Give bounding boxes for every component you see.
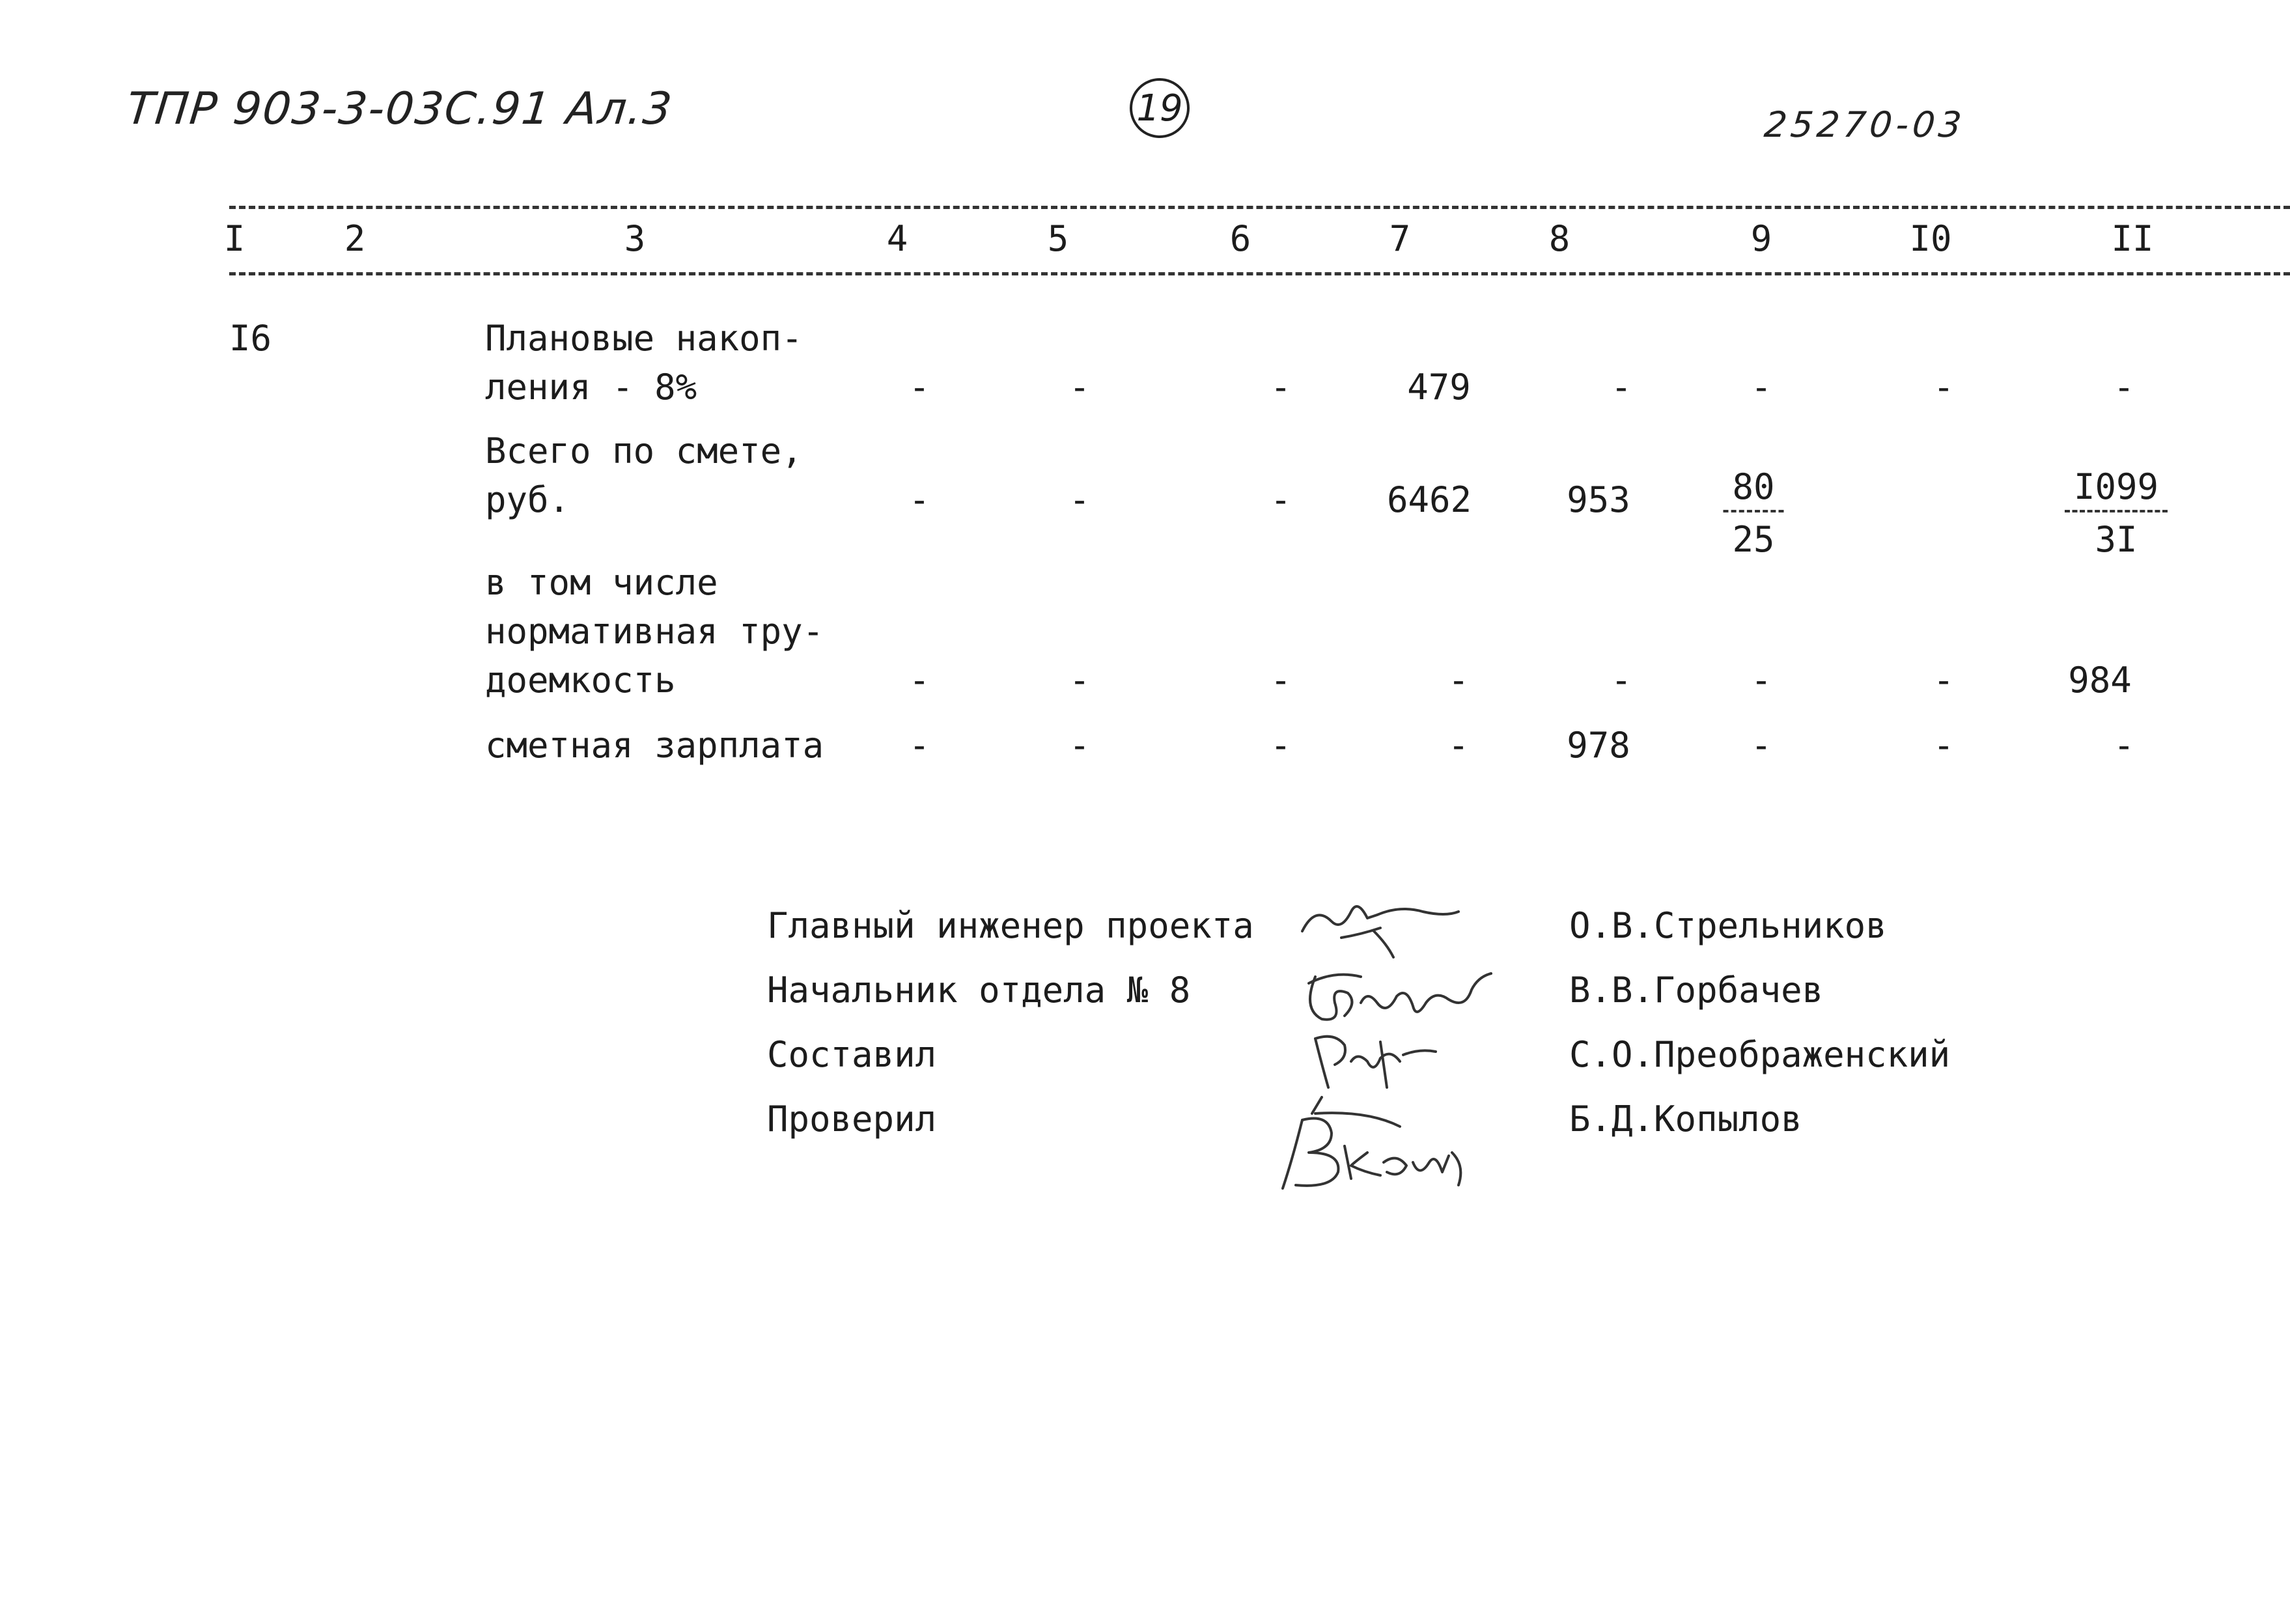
row-label-line: Всего по смете, [485, 430, 803, 471]
table-cell: - [1610, 367, 1632, 408]
row-number: I6 [229, 318, 272, 359]
table-cell: - [1750, 725, 1772, 766]
fraction-numerator: I099 [2065, 466, 2168, 512]
table-cell: - [1068, 367, 1091, 408]
column-header: 6 [1229, 218, 1251, 259]
table-cell: - [2113, 367, 2135, 408]
table-cell: - [1270, 725, 1292, 766]
column-header: 5 [1047, 218, 1069, 259]
table-cell: - [1750, 660, 1772, 701]
table-cell: - [908, 725, 930, 766]
column-header: 4 [886, 218, 908, 259]
signature-name: С.О.Преображенский [1569, 1034, 1951, 1075]
signature-name: О.В.Стрельников [1569, 905, 1887, 946]
signature-name: В.В.Горбачев [1569, 970, 1824, 1011]
row-label-line: в том числе [485, 562, 718, 603]
column-header: I0 [1909, 218, 1952, 259]
row-label-line: нормативная тру- [485, 611, 824, 652]
table-cell: - [1447, 725, 1470, 766]
document-code: ТПР 903-3-03С.91 Ал.3 [124, 83, 676, 135]
fraction-denominator: 3I [2095, 519, 2138, 560]
table-cell: - [1068, 725, 1091, 766]
table-cell: 479 [1407, 367, 1471, 408]
handwritten-signature-1 [1296, 892, 1478, 964]
table-cell: - [1068, 479, 1091, 520]
table-cell: - [908, 479, 930, 520]
row-label-line: доемкость [485, 660, 676, 701]
column-header: II [2111, 218, 2154, 259]
row-label-line: сметная зарплата [485, 725, 824, 766]
fraction-cell-col9 [1723, 466, 1783, 560]
table-cell: 953 [1567, 479, 1630, 520]
handwritten-signature-3 [1296, 1026, 1465, 1117]
handwritten-signature-4 [1270, 1107, 1485, 1198]
table-cell: - [908, 660, 930, 701]
column-header: 7 [1389, 218, 1411, 259]
fraction-denominator: 25 [1732, 519, 1775, 560]
table-cell: 978 [1567, 725, 1630, 766]
signature-role: Проверил [767, 1099, 937, 1140]
table-cell: 984 [2068, 660, 2132, 701]
column-header: 9 [1750, 218, 1772, 259]
table-cell: - [1270, 479, 1292, 520]
table-cell: - [1933, 725, 1955, 766]
table-cell: - [908, 367, 930, 408]
column-header: 3 [624, 218, 646, 259]
table-cell: - [1068, 660, 1091, 701]
inventory-number: 25270-03 [1762, 104, 1968, 145]
table-cell: - [1750, 367, 1772, 408]
table-cell: 6462 [1386, 479, 1472, 520]
signature-role: Начальник отдела № 8 [767, 970, 1191, 1011]
fraction-numerator: 80 [1723, 466, 1783, 512]
header-rule-bottom [229, 272, 2290, 275]
column-header: 2 [344, 218, 366, 259]
row-label-line: Плановые накоп- [485, 318, 803, 359]
table-cell: - [1447, 660, 1470, 701]
row-label-line: ления - 8% [485, 367, 697, 408]
signature-name: Б.Д.Копылов [1569, 1099, 1802, 1140]
row-label-line: руб. [485, 479, 570, 520]
table-cell: - [1270, 660, 1292, 701]
table-cell: - [1270, 367, 1292, 408]
table-cell: - [1933, 367, 1955, 408]
column-header: I [223, 218, 245, 259]
table-cell: - [1933, 660, 1955, 701]
header-rule-top [229, 206, 2290, 209]
page-number: 19 [1130, 78, 1190, 138]
table-cell: - [1610, 660, 1632, 701]
fraction-cell-col11 [2065, 466, 2168, 560]
signature-role: Главный инженер проекта [767, 905, 1254, 946]
column-header: 8 [1548, 218, 1571, 259]
signature-role: Составил [767, 1034, 937, 1075]
table-cell: - [2113, 725, 2135, 766]
